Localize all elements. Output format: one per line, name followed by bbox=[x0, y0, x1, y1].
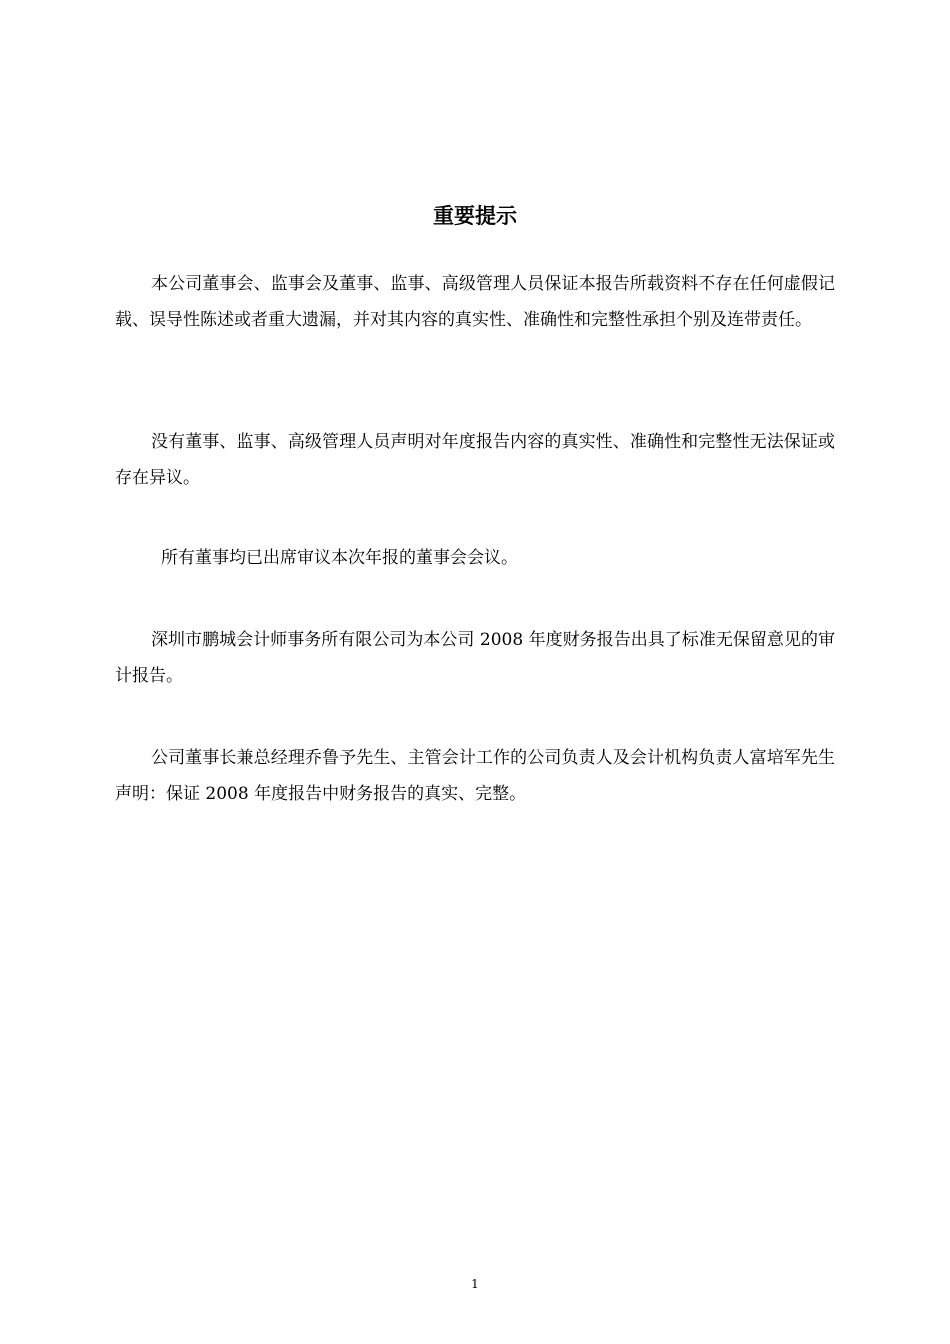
paragraph-board-guarantee: 本公司董事会、监事会及董事、监事、高级管理人员保证本报告所载资料不存在任何虚假记载、误导性陈述或者重大遗漏，并对其内容的真实性、准确性和完整性承担个别及连带责任。 bbox=[115, 274, 835, 330]
page-number: 1 bbox=[471, 1277, 479, 1291]
paragraph-attendance: 所有董事均已出席审议本次年报的董事会会议。 bbox=[161, 548, 518, 568]
paragraph-audit-report: 深圳市鹏城会计师事务所有限公司为本公司 2008 年度财务报告出具了标准无保留意见的审计报告。 bbox=[115, 630, 835, 686]
paragraph-financial-statement: 公司董事长兼总经理乔鲁予先生、主管会计工作的公司负责人及会计机构负责人富培军先生声明：保证 2008 年度报告中财务报告的真实、完整。 bbox=[115, 748, 835, 804]
page-title: 重要提示 bbox=[433, 204, 517, 228]
paragraph-no-objection: 没有董事、监事、高级管理人员声明对年度报告内容的真实性、准确性和完整性无法保证或存在异议。 bbox=[115, 432, 835, 488]
